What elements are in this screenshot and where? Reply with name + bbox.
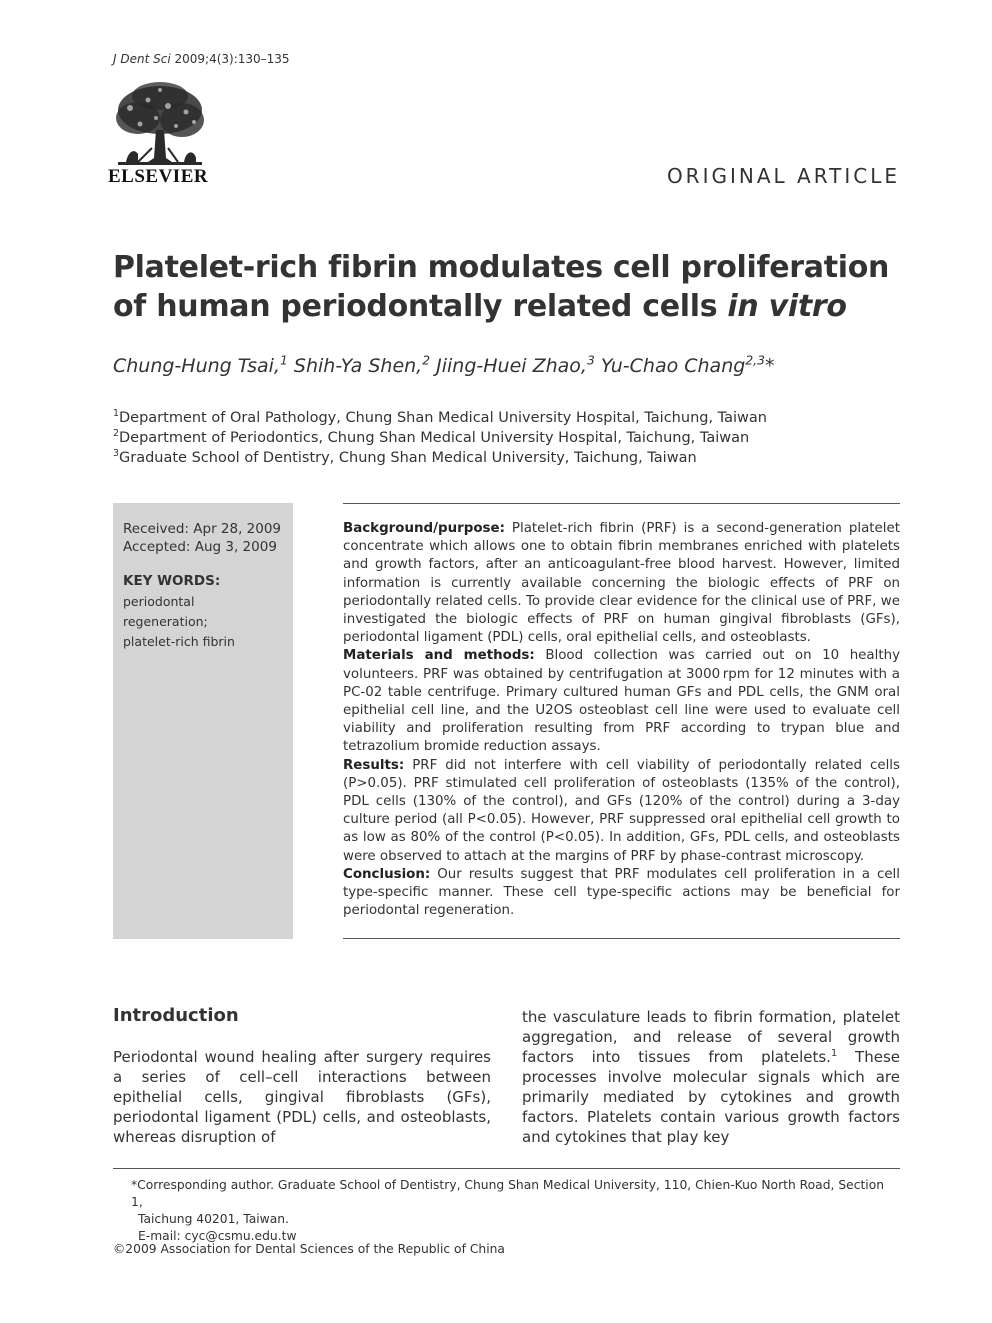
- corresponding-author-footnote: [131, 1177, 891, 1245]
- author-name: Yu-Chao Chang: [600, 355, 746, 377]
- abstract-results: [343, 757, 900, 866]
- body-paragraph: Periodontal wound healing after surgery requires a series of cell–cell interactions between epithelial cells, gingival fibroblasts (GFs), periodontal ligament (PDL) cells, and osteoblasts, whereas disruption of: [113, 1048, 491, 1146]
- abstract-conclusion: [343, 866, 900, 921]
- body-text: the vasculature leads to fibrin formation, platelet aggregation, and release of several growth factors into tissues from platelets.: [522, 1008, 900, 1066]
- keywords-list: [123, 592, 283, 652]
- publisher-name: ELSEVIER: [108, 166, 209, 187]
- corresponding-mark: *: [764, 355, 775, 377]
- title-main: Platelet-rich fibrin modulates cell proliferation of human periodontally related cells: [113, 250, 890, 324]
- title-italic: in vitro: [727, 289, 847, 324]
- affiliation-line: [113, 428, 767, 448]
- body-column-left: [113, 1047, 491, 1147]
- affiliation-number: 2: [113, 428, 119, 440]
- abstract-top-rule: [343, 503, 900, 504]
- affiliation-number: 3: [113, 448, 119, 460]
- article-title: [113, 248, 913, 326]
- abstract-section-text: PRF did not interfere with cell viability of periodontally related cells (P>0.05). PRF stimulated cell proliferation of osteoblasts (135% of the control), PDL cells (130% of the control), and GFs (120% of the control) during a 3-day culture period (all P<0.05). However, PRF suppressed oral epithelial cell growth to as low as 80% of the control (P<0.05). In addition, GFs, PDL cells, and osteoblasts were observed to attach at the margins of PRF by phase-contrast microscopy.: [343, 757, 901, 864]
- footnote-rule: [113, 1168, 900, 1169]
- author-name: Chung-Hung Tsai,: [113, 355, 280, 377]
- author-affiliation-mark: 1: [280, 353, 288, 368]
- author-affiliation-mark: 3: [586, 353, 595, 368]
- copyright-notice: ©2009 Association for Dental Sciences of the Republic of China: [113, 1242, 505, 1256]
- affiliation-line: [113, 448, 767, 468]
- abstract-section-text: Blood collection was carried out on 10 healthy volunteers. PRF was obtained by centrifugation at 3000 rpm for 12 minutes with a PC-02 table centrifuge. Primary cultured human GFs and PDL cells, the GNM oral epithelial cell line, and the U2OS osteoblast cell line were used to evaluate cell viability and proliferation resulting from PRF according to trypan blue and tetrazolium bromide reduction assays.: [343, 648, 901, 755]
- accepted-date: Accepted: Aug 3, 2009: [123, 539, 277, 555]
- affiliation-text: Graduate School of Dentistry, Chung Shan Medical University, Taichung, Taiwan: [119, 450, 697, 466]
- abstract-section-text: Our results suggest that PRF modulates cell proliferation in a cell type-specific manner. These cell type-specific actions may be beneficial for periodontal regeneration.: [343, 866, 900, 919]
- author-affiliation-mark: 2: [422, 353, 431, 368]
- affiliation-number: 1: [113, 408, 119, 420]
- author-list: [113, 355, 774, 377]
- keyword: platelet-rich fibrin: [123, 634, 235, 649]
- body-text: These processes involve molecular signals which are primarily mediated by cytokines and growth factors. Platelets contain various growth factors and cytokines that play key: [522, 1048, 900, 1146]
- journal-name: J Dent Sci: [113, 52, 171, 66]
- author-affiliation-mark: 2,3: [745, 353, 765, 368]
- abstract-section-text: Platelet-rich fibrin (PRF) is a second-generation platelet concentrate which allows one to obtain fibrin membranes enriched with platelets and growth factors, after an anticoagulant-free blood harvest. However, limited information is currently available concerning the biologic effects of PRF on periodontally related cells. To provide clear evidence for the clinical use of PRF, we investigated the biologic effects of PRF on human gingival fibroblasts (GFs), periodontal ligament (PDL) cells, oral epithelial cells, and osteoblasts.: [343, 521, 900, 646]
- footnote-line: *Corresponding author. Graduate School of Dentistry, Chung Shan Medical University, 110, Chien-Kuo North Road, Section 1,: [131, 1178, 885, 1209]
- received-date: Received: Apr 28, 2009: [123, 521, 282, 537]
- abstract-section-label: Results:: [343, 757, 405, 773]
- footnote-line: Taichung 40201, Taiwan.: [138, 1212, 289, 1226]
- introduction-heading: Introduction: [113, 1005, 239, 1026]
- abstract-methods: [343, 647, 900, 756]
- keywords-title: KEY WORDS:: [123, 573, 221, 589]
- abstract-section-label: Background/purpose:: [343, 521, 505, 536]
- article-info-box: [113, 503, 293, 939]
- affiliations: [113, 408, 767, 468]
- abstract-bottom-rule: [343, 938, 900, 939]
- citation: [113, 52, 290, 66]
- body-column-right: [522, 1007, 900, 1147]
- affiliation-text: Department of Periodontics, Chung Shan Medical University Hospital, Taichung, Taiwan: [119, 430, 750, 446]
- abstract-section-label: Conclusion:: [343, 866, 431, 882]
- reference-mark: 1: [830, 1048, 838, 1059]
- footnote-email: E-mail: cyc@csmu.edu.tw: [138, 1229, 297, 1243]
- body-paragraph: [522, 1007, 900, 1147]
- affiliation-line: [113, 408, 767, 428]
- abstract: [343, 520, 900, 920]
- keyword: periodontal regeneration;: [123, 594, 208, 629]
- article-type: ORIGINAL ARTICLE: [666, 164, 900, 188]
- abstract-background: [343, 520, 900, 647]
- citation-details: 2009;4(3):130–135: [174, 52, 290, 66]
- author-name: Shih-Ya Shen,: [293, 355, 423, 377]
- author-name: Jiing-Huei Zhao,: [436, 355, 587, 377]
- affiliation-text: Department of Oral Pathology, Chung Shan Medical University Hospital, Taichung, Taiwan: [119, 410, 767, 426]
- abstract-section-label: Materials and methods:: [343, 648, 535, 664]
